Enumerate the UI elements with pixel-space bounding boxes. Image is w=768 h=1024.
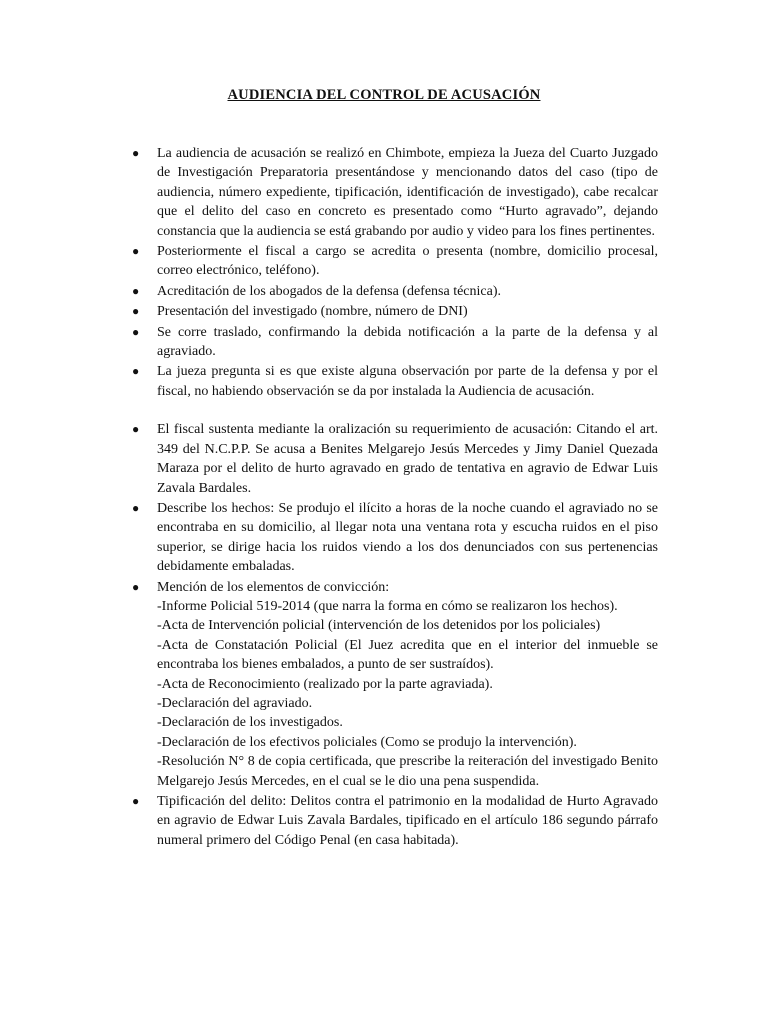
list-item-evidence	[132, 578, 658, 791]
list-item	[132, 144, 658, 241]
document-title: AUDIENCIA DEL CONTROL DE ACUSACIÓN	[227, 87, 541, 103]
list-item-text: Posteriormente el fiscal a cargo se acredita o presenta (nombre, domicilio procesal, correo electrónico, teléfono).	[157, 244, 658, 279]
list-item	[132, 242, 658, 281]
evidence-line: -Acta de Intervención policial (intervención de los detenidos por los policiales)	[157, 618, 601, 634]
evidence-line: -Acta de Constatación Policial (El Juez acredita que en el interior del inmueble se encontraba los bienes embalados, a punto de ser sustraídos).	[157, 637, 658, 673]
list-item-text: La audiencia de acusación se realizó en Chimbote, empieza la Jueza del Cuarto Juzgado de Investigación Preparatoria presentándose y mencionando datos del caso (tipo de audiencia, número expediente, tipificación, identificación de investigado), cabe recalcar que el delito del caso en concreto es presentado como “Hurto agravado”, dejando constancia que la audiencia se está grabando por audio y video para los fines pertinentes.	[157, 146, 658, 239]
evidence-line: -Declaración del agraviado.	[157, 695, 313, 711]
bullet-icon: ●	[132, 422, 140, 437]
list-item	[132, 499, 658, 577]
list-item	[132, 362, 658, 401]
evidence-line: -Acta de Reconocimiento (realizado por la parte agraviada).	[157, 676, 493, 692]
bullet-icon: ●	[132, 304, 140, 319]
list-item-text: Se corre traslado, confirmando la debida notificación a la parte de la defensa y al agraviado.	[157, 324, 658, 360]
bullet-icon: ●	[132, 244, 140, 259]
evidence-line: -Declaración de los investigados.	[157, 715, 343, 731]
list-item	[132, 282, 658, 301]
list-item-text: Tipificación del delito: Delitos contra el patrimonio en la modalidad de Hurto Agravado en agravio de Edwar Luis Zavala Bardales, tipificado en el artículo 186 segundo párrafo numeral primero del Código Penal (en casa habitada).	[157, 794, 658, 848]
list-item	[132, 302, 658, 321]
bullet-icon: ●	[132, 794, 140, 808]
bullet-icon: ●	[132, 364, 140, 379]
list-item-text: Acreditación de los abogados de la defensa (defensa técnica).	[157, 283, 502, 299]
list-item	[132, 323, 658, 362]
bullet-icon: ●	[132, 324, 140, 339]
list-item-text: Describe los hechos: Se produjo el ilícito a horas de la noche cuando el agraviado no se encontraba en su domicilio, al llegar nota una ventana rota y escucha ruidos en el piso superior, se dirige hacia los ruidos viendo a los dos denunciados con sus pertenencias debidamente embaladas.	[157, 500, 658, 575]
list-item	[132, 792, 658, 850]
evidence-line: -Informe Policial 519-2014 (que narra la forma en cómo se realizaron los hechos).	[157, 598, 618, 614]
evidence-line: -Resolución N° 8 de copia certificada, que prescribe la reiteración del investigado Benito Melgarejo Jesús Mercedes, en el cual se le dio una pena suspendida.	[157, 754, 658, 789]
bullet-icon: ●	[132, 579, 140, 594]
list-item	[132, 420, 658, 498]
list-item-text: Mención de los elementos de convicción:	[157, 579, 390, 595]
list-item-text: La jueza pregunta si es que existe alguna observación por parte de la defensa y por el fiscal, no habiendo observación se da por instalada la Audiencia de acusación.	[157, 364, 658, 399]
list-item-text: Presentación del investigado (nombre, número de DNI)	[157, 304, 468, 320]
bullet-icon: ●	[132, 500, 140, 515]
bullet-icon: ●	[132, 146, 140, 160]
bullet-list	[132, 144, 658, 851]
list-item-text: El fiscal sustenta mediante la oralización su requerimiento de acusación: Citando el art. 349 del N.C.P.P. Se acusa a Benites Melgarejo Jesús Mercedes y Jimy Daniel Quezada Maraza por el delito de hurto agravado en grado de tentativa en agravio de Edwar Luis Zavala Bardales.	[157, 422, 658, 496]
bullet-icon: ●	[132, 283, 140, 298]
evidence-line: -Declaración de los efectivos policiales (Como se produjo la intervención).	[157, 734, 577, 750]
